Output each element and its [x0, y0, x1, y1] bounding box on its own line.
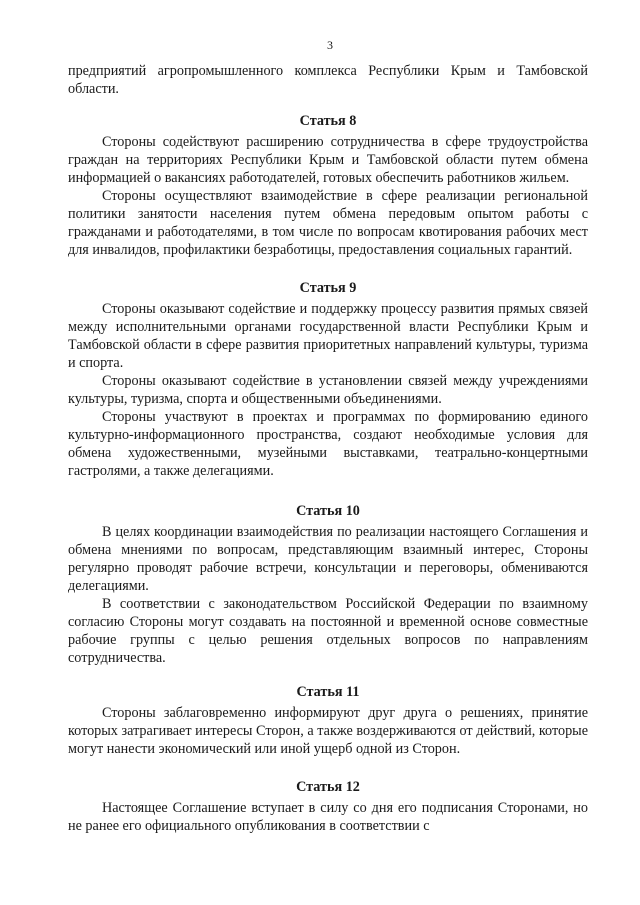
article-9-paragraph-2: Стороны оказывают содействие в установлении связей между учреждениями культуры, туризма, спорта и общественными объединениями.: [68, 373, 588, 407]
article-12-paragraph-1: Настоящее Соглашение вступает в силу со дня его подписания Сторонами, но не ранее его официального опубликования в соответствии с: [68, 800, 588, 834]
article-8-paragraph-2: Стороны осуществляют взаимодействие в сфере реализации региональной политики занятости населения путем обмена передовым опытом работы с гражданами и работодателями, в том числе по вопросам квотирования рабочих мест для инвалидов, профилактики безработицы, предоставления социальных гарантий.: [68, 188, 588, 258]
article-9-paragraph-1: Стороны оказывают содействие и поддержку процессу развития прямых связей между исполнительными органами государственной власти Республики Крым и Тамбовской области в сфере развития приоритетных направлений культуры, туризма и спорта.: [68, 301, 588, 371]
article-10-title: Статья 10: [296, 503, 360, 519]
article-9-title: Статья 9: [299, 280, 357, 296]
article-12-title: Статья 12: [296, 779, 360, 795]
intro-paragraph: предприятий агропромышленного комплекса Республики Крым и Тамбовской области.: [68, 63, 588, 97]
article-8-title: Статья 8: [299, 113, 357, 129]
article-10-paragraph-1: В целях координации взаимодействия по реализации настоящего Соглашения и обмена мнениями по вопросам, представляющим взаимный интерес, Стороны регулярно проводят рабочие встречи, консультации и переговоры, обмениваются делегациями.: [68, 524, 588, 594]
article-8-paragraph-1: Стороны содействуют расширению сотрудничества в сфере трудоустройства граждан на территориях Республики Крым и Тамбовской области путем обмена информацией о вакансиях работодателей, готовых обеспечить работников жильем.: [68, 134, 588, 186]
article-9-paragraph-3: Стороны участвуют в проектах и программах по формированию единого культурно-информационного пространства, создают необходимые условия для обмена художественными, музейными выставками, театрально-концертными гастролями, а также делегациями.: [68, 409, 588, 479]
article-11-paragraph-1: Стороны заблаговременно информируют друг друга о решениях, принятие которых затрагивает интересы Сторон, а также воздерживаются от действий, которые могут нанести экономический или иной ущерб одной из Сторон.: [68, 705, 588, 757]
article-11-title: Статья 11: [296, 684, 360, 700]
article-10-paragraph-2: В соответствии с законодательством Российской Федерации по взаимному согласию Стороны могут создавать на постоянной и временной основе совместные рабочие группы с целью решения отдельных вопросов по направлениям сотрудничества.: [68, 596, 588, 666]
page-number: 3: [327, 38, 333, 52]
